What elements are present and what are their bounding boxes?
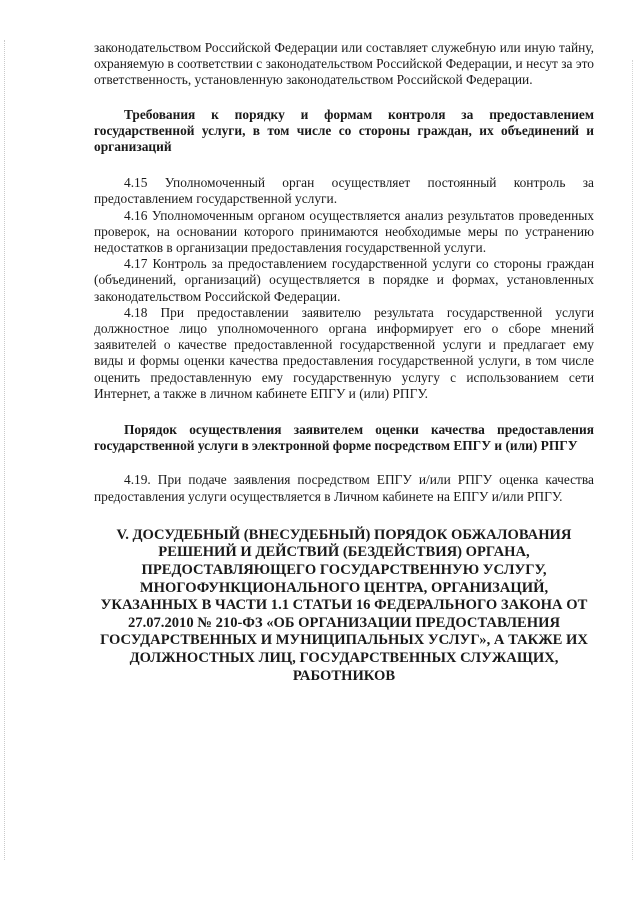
heading-quality-evaluation: Порядок осуществления заявителем оценки качества предоставления государственной услуги в электронной форме посредством ЕПГУ и (или) РПГУ — [94, 422, 594, 454]
spacer — [94, 89, 594, 107]
heading-control-requirements: Требования к порядку и формам контроля за предоставлением государственной услуги, в том числе со стороны граждан, их объединений и организаций — [94, 106, 594, 155]
section-v-title: V. ДОСУДЕБНЫЙ (ВНЕСУДЕБНЫЙ) ПОРЯДОК ОБЖАЛОВАНИЯ РЕШЕНИЙ И ДЕЙСТВИЙ (БЕЗДЕЙСТВИЯ) ОРГАНА, ПРЕДОСТАВЛЯЮЩЕГО ГОСУДАРСТВЕННУЮ УСЛУГУ, МНОГОФУНКЦИОНАЛЬНОГО ЦЕНТРА, ОРГАНИЗАЦИЙ, УКАЗАННЫХ В ЧАСТИ 1.1 СТАТЬИ 16 ФЕДЕРАЛЬНОГО ЗАКОНА ОТ 27.07.2010 № 210-ФЗ «ОБ ОРГАНИЗАЦИИ ПРЕДОСТАВЛЕНИЯ ГОСУДАРСТВЕННЫХ И МУНИЦИПАЛЬНЫХ УСЛУГ», А ТАКЖЕ ИХ ДОЛЖНОСТНЫХ ЛИЦ, ГОСУДАРСТВЕННЫХ СЛУЖАЩИХ, РАБОТНИКОВ — [100, 526, 588, 684]
spacer — [94, 155, 594, 175]
spacer — [94, 402, 594, 422]
document-page — [94, 40, 594, 685]
paragraph-4-19: 4.19. При подаче заявления посредством ЕПГУ и/или РПГУ оценка качества предоставления услуги осуществляется в Личном кабинете на ЕПГУ и/или РПГУ. — [94, 472, 594, 504]
paragraph-4-17: 4.17 Контроль за предоставлением государственной услуги со стороны граждан (объединений, организаций) осуществляется в порядке и формах, установленных законодательством Российской Федерации. — [94, 256, 594, 304]
spacer — [94, 454, 594, 472]
spacer — [94, 505, 594, 527]
scan-edge-right — [632, 60, 634, 860]
scan-edge-left — [4, 40, 6, 860]
paragraph-4-15: 4.15 Уполномоченный орган осуществляет постоянный контроль за предоставлением государственной услуги. — [94, 175, 594, 207]
intro-paragraph: законодательством Российской Федерации или составляет служебную или иную тайну, охраняемую в соответствии с законодательством Российской Федерации, и несут за это ответственность, установленную законодательством Российской Федерации. — [94, 40, 594, 88]
paragraph-4-16: 4.16 Уполномоченным органом осуществляется анализ результатов проведенных проверок, на основании которого принимаются необходимые меры по устранению недостатков в организации предоставления государственной услуги. — [94, 207, 594, 256]
paragraph-4-18: 4.18 При предоставлении заявителю результата государственной услуги должностное лицо уполномоченного органа информирует его о сборе мнений заявителей о качестве предоставленной государственной услуги и предлагает ему виды и формы оценки качества предоставления государственной услуги, в том числе оценить предоставленную ему государственную услугу с использованием сети Интернет, а также в личном кабинете ЕПГУ и (или) РПГУ. — [94, 304, 594, 401]
